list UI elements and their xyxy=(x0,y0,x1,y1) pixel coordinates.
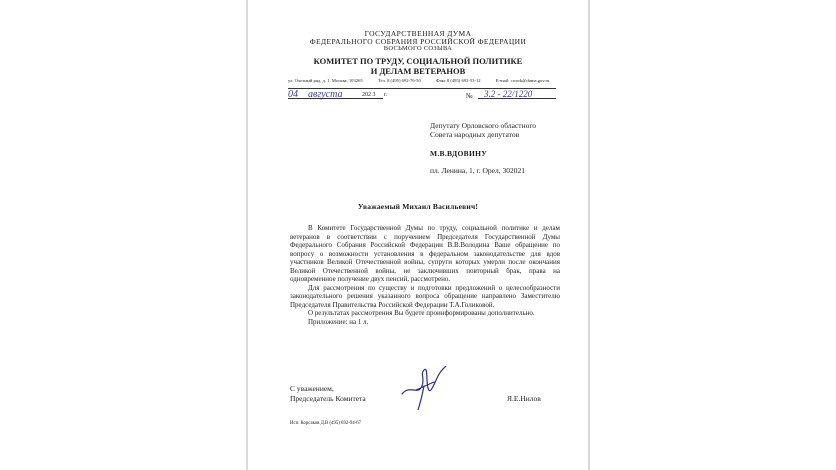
date-underline xyxy=(288,98,383,99)
letter-page xyxy=(248,0,588,470)
signoff-regards: С уважением, xyxy=(290,384,334,393)
number-underline xyxy=(478,98,556,99)
header-committee-line1: КОМИТЕТ ПО ТРУДУ, СОЦИАЛЬНОЙ ПОЛИТИКЕ xyxy=(313,56,523,66)
handwritten-signature xyxy=(398,366,450,410)
letter-body xyxy=(290,224,560,326)
contact-phone: Тел. 8 (495) 692-76-50 xyxy=(377,78,421,83)
reg-month: августа xyxy=(308,89,343,100)
header-committee-line2: И ДЕЛАМ ВЕТЕРАНОВ xyxy=(370,66,466,76)
executor-line: Исп. Корсаков Д.В (495) 692-94-67 xyxy=(290,421,362,426)
header-convocation: ВОСЬМОГО СОЗЫВА xyxy=(383,45,453,52)
reg-year-suffix: г. xyxy=(384,92,388,98)
registration-bar xyxy=(288,88,556,100)
attachment-note: Приложение: на 1 л. xyxy=(308,317,369,326)
body-paragraph: О результатах рассмотрения Вы будете проинформированы дополнительно. xyxy=(308,309,535,317)
signoff-title: Председатель Комитета xyxy=(290,393,366,403)
reg-day: 04 xyxy=(288,89,298,100)
contact-email: E-mail: cwork@duma.gov.ru xyxy=(495,78,550,83)
body-paragraph: В Комитете Государственной Думы по труду, социальной политике и делам ветеранов в соответствии с поручением Председателя Государственной Думы Федерального Собрания Российской Федерации В.В.Володина Ваше обращение по вопросу о возможности установления в федеральном законодательстве для вдов участников Великой Отечественной войны, супруги которых умерли после окончания Великой Отечественной войны, не заключивших повторный брак, права на одновременное получение двух пенсий, рассмотрено. xyxy=(290,224,560,283)
reg-number-sign: № xyxy=(466,92,473,100)
contact-address: ул. Охотный ряд, д. 1, Москва, 103265 xyxy=(288,78,363,83)
greeting: Уважаемый Михаил Васильевич! xyxy=(357,202,479,211)
header-duma: ГОСУДАРСТВЕННАЯ ДУМА xyxy=(364,29,472,38)
addressee-address: пл. Ленина, 1, г. Орел, 302021 xyxy=(430,166,525,175)
addressee-position: Депутату Орловского областного Совета народных депутатов xyxy=(430,121,536,139)
contact-fax: Факс 8 (495) 692-53-12 xyxy=(435,78,481,83)
reg-number: 3.2 - 22/1220 xyxy=(484,89,533,99)
reg-year: 202 3 xyxy=(362,92,376,98)
signer-name: Я.Е.Нилов xyxy=(507,394,541,403)
signoff-block xyxy=(290,384,366,403)
header-federal-assembly: ФЕДЕРАЛЬНОГО СОБРАНИЯ РОССИЙСКОЙ ФЕДЕРАЦИИ xyxy=(309,37,527,46)
addressee-name: М.В.ВДОВИНУ xyxy=(430,149,488,158)
page-edge-right xyxy=(588,0,590,470)
body-paragraph: Для рассмотрения по существу и подготовки предложений о целесообразности законодательного решения указанного вопроса обращение направлено Заместителю Председателя Правительства Российской Федерации Т.А.Голиковой. xyxy=(290,283,560,309)
